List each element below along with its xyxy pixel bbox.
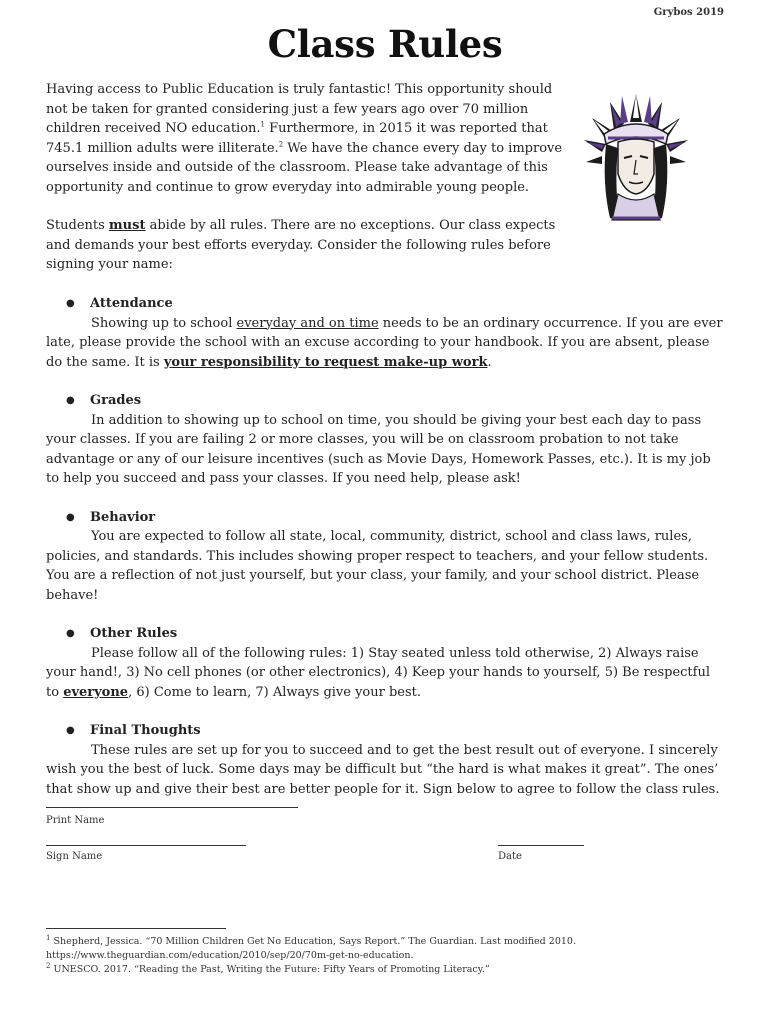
emphasis-text: everyone: [63, 684, 129, 700]
bullet-icon: ●: [66, 298, 75, 309]
rule-grades: [46, 391, 726, 489]
date-label: Date: [498, 851, 522, 862]
footnotes: [46, 935, 686, 977]
underlined-text: everyday and on time: [236, 315, 379, 331]
rule-body: You are expected to follow all state, local, community, district, school and class laws, rules, policies, and standards. This includes showing proper respect to teachers, and your fellow students. You are a reflection of not just yourself, but your class, your family, and your school district. Please behave!: [46, 529, 709, 603]
rule-body: [46, 644, 726, 703]
intro-paragraph-2: [46, 216, 566, 275]
footnote-ref-2: 2: [278, 140, 284, 149]
rule-body: In addition to showing up to school on time, you should be giving your best each day to pass your classes. If you are failing 2 or more classes, you will be on classroom probation to not take advantage or any of our leisure incentives (such as Movie Days, Homework Passes, etc.). It is my job to help you succeed and pass your classes. If you need help, please ask!: [46, 412, 711, 486]
rule-heading: [66, 721, 726, 741]
bullet-icon: ●: [66, 395, 75, 406]
intro-p2-text-b: abide by all rules. There are no exceptions. Our class expects and demands your best efforts everyday. Consider the following rules before signing your name:: [46, 218, 556, 272]
footnote-ref-1: 1: [260, 120, 266, 129]
footnote-2: [46, 963, 686, 977]
rule-heading: [66, 391, 726, 411]
footnote-1-url[interactable]: https://www.theguardian.com/education/2010/sep/20/70m-get-no-education.: [46, 950, 414, 961]
rule-title: Grades: [90, 393, 142, 408]
rule-attendance: [46, 294, 726, 372]
rule-final: [46, 721, 726, 799]
rule-text: .: [487, 354, 492, 370]
rule-title: Behavior: [90, 509, 156, 525]
rule-behavior: [46, 508, 726, 606]
rule-text: Please follow all of the following rules: 1) Stay seated unless told otherwise, 2) Always raise your hand!, 3) No cell phones (or other electronics), 4) Keep your hands to yourself, 5) Be respectful to: [46, 645, 710, 700]
intro-section: [46, 80, 566, 275]
intro-text-a: Having access to Public Education is truly fantastic! This opportunity should not be taken for granted considering just a few years ago over 70 million children received NO education.: [46, 82, 553, 136]
rule-body: These rules are set up for you to succeed and to get the best result out of everyone. I sincerely wish you the best of luck. Some days may be difficult but “the hard is what makes it great”. The ones’ that show up and give their best are better people for it. Sign below to agree to follow the class rules.: [46, 742, 720, 797]
intro-paragraph-1: [46, 80, 566, 197]
print-name-line[interactable]: [46, 807, 298, 808]
bullet-icon: ●: [66, 725, 75, 736]
rule-title: Final Thoughts: [90, 723, 201, 738]
date-line[interactable]: [498, 845, 584, 846]
intro-p2-text-a: Students: [46, 218, 109, 233]
bullet-icon: ●: [66, 511, 75, 523]
print-name-label: Print Name: [46, 815, 105, 826]
footnote-number: 2: [46, 961, 51, 970]
bullet-icon: ●: [66, 628, 75, 639]
footnote-divider: [46, 928, 226, 929]
rule-text: , 6) Come to learn, 7) Always give your best.: [128, 684, 422, 700]
rule-body: [46, 314, 726, 373]
rule-title: Attendance: [90, 296, 173, 311]
emphasis-must: must: [108, 218, 146, 233]
intro-text-c: We have the chance every day to improve ourselves inside and outside of the classroom. Please take advantage of this opportunity and continue to grow everyday into admirable young people.: [46, 140, 563, 195]
footnote-1: [46, 935, 686, 949]
rule-other: [46, 624, 726, 702]
sign-name-label: Sign Name: [46, 851, 103, 862]
footnote-number: 1: [46, 933, 51, 942]
footnote-text: Shepherd, Jessica. “70 Million Children Get No Education, Says Report.” The Guardian. Last modified 2010.: [50, 936, 576, 947]
emphasis-text: your responsibility to request make-up work: [163, 354, 488, 370]
mascot-headdress-icon: [582, 88, 690, 230]
intro-text-b: Furthermore, in 2015 it was reported that 745.1 million adults were illiterate.: [46, 121, 548, 156]
rule-title: Other Rules: [90, 626, 178, 641]
page-title: Class Rules: [267, 22, 503, 66]
rule-text: needs to be an ordinary occurrence. If you are ever late, please provide the school with an excuse according to your handbook. If you are absent, please do the same. It is: [46, 315, 723, 370]
rules-list: [46, 294, 726, 818]
rule-text: Showing up to school: [91, 315, 237, 331]
rule-heading: [66, 294, 726, 314]
rule-heading: [66, 624, 726, 644]
rule-heading: [66, 508, 726, 528]
sign-name-line[interactable]: [46, 845, 246, 846]
header-note: Grybos 2019: [653, 7, 724, 18]
footnote-text: UNESCO. 2017. “Reading the Past, Writing the Future: Fifty Years of Promoting Literacy.”: [50, 964, 490, 975]
